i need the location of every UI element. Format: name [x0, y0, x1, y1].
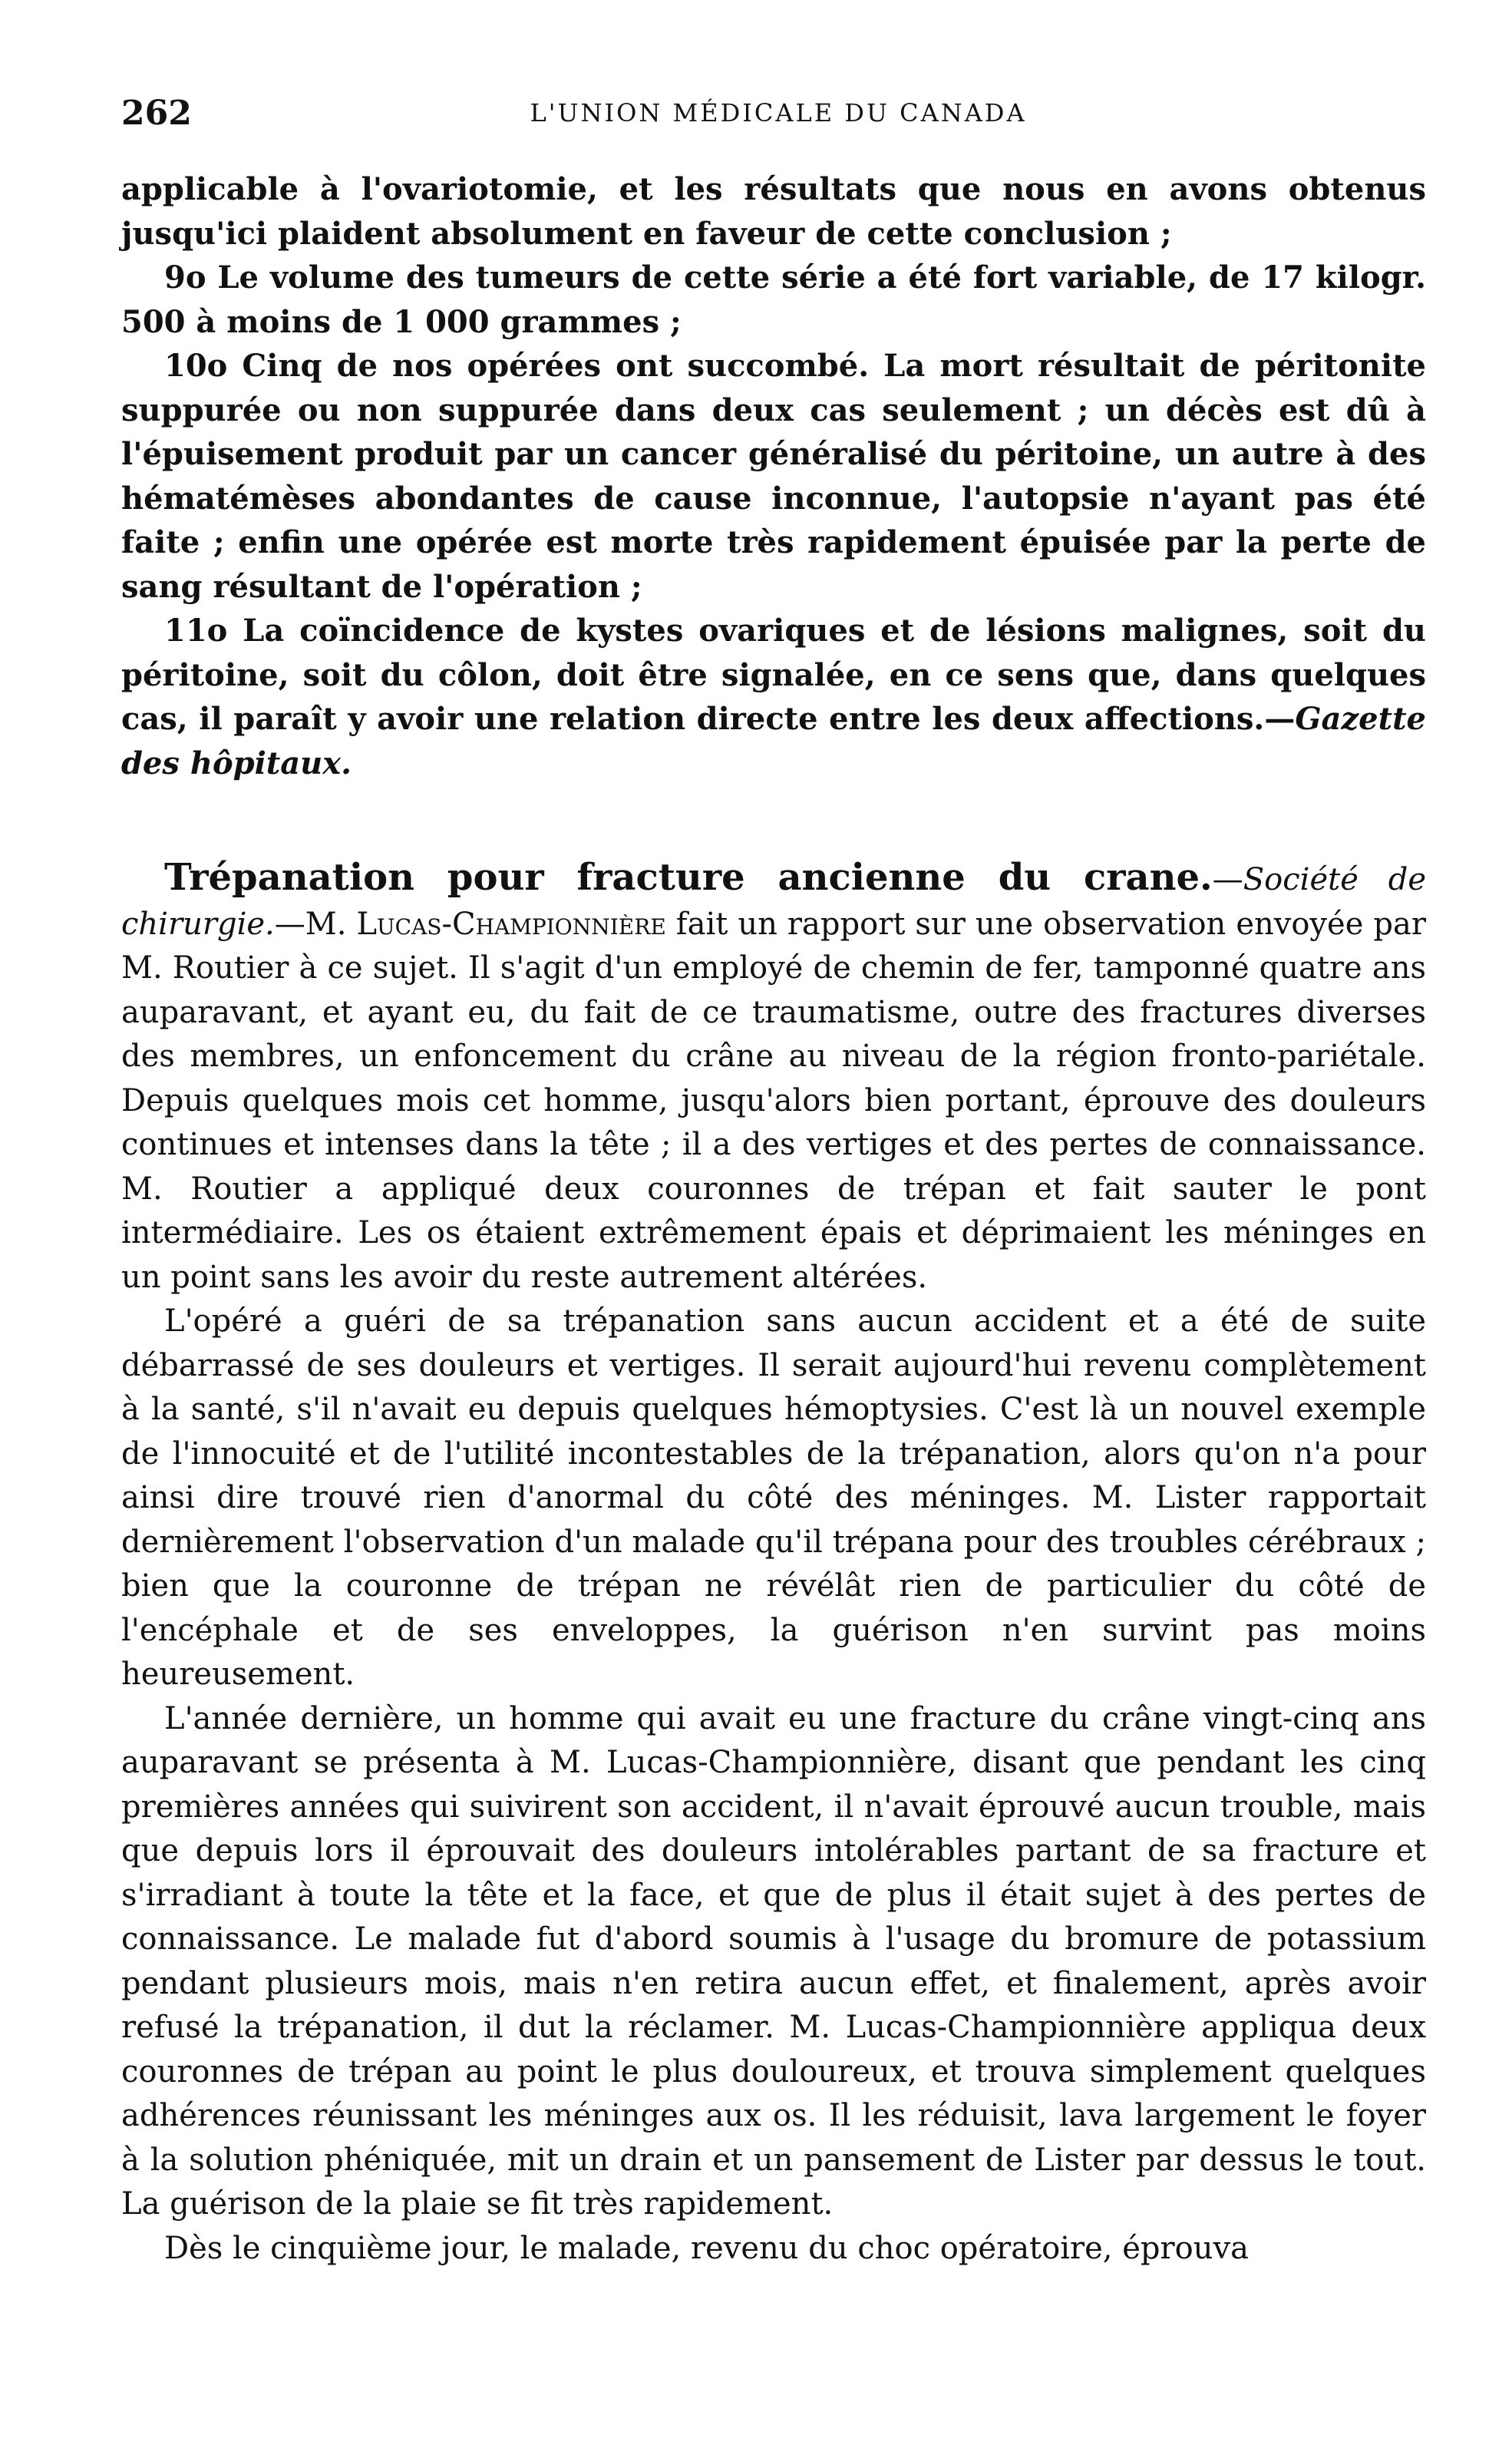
- article-paragraph-3: L'année dernière, un homme qui avait eu une fracture du crâne vingt-cinq ans auparavant se présenta à M. Lucas-Championnière, disant que pendant les cinq premières années qui suivirent son accident, il n'avait éprouvé aucun trouble, mais que depuis lors il éprouvait des douleurs intolérables partant de sa fracture et s'irradiant à toute la tête et la face, et que de plus il était sujet à des pertes de connaissance. Le malade fut d'abord soumis à l'usage du bromure de potassium pendant plusieurs mois, mais n'en retira aucun effet, et finalement, après avoir refusé la trépanation, il dut la réclamer. M. Lucas-Championnière appliqua deux couronnes de trépan au point le plus douloureux, et trouva simplement quelques adhérences réunissant les méninges aux os. Il les réduisit, lava largement le foyer à la solution phéniquée, mit un drain et un pansement de Lister par dessus le tout. La guérison de la plaie se fit très rapidement.: [121, 1700, 1426, 2222]
- item-11: [121, 609, 1426, 785]
- page-body: [121, 167, 1426, 2271]
- article-paragraph-4: Dès le cinquième jour, le malade, revenu du choc opératoire, éprouva: [164, 2230, 1249, 2266]
- title-dash: —: [1212, 862, 1243, 897]
- page-number: 262: [121, 94, 192, 133]
- ovariotomy-conclusions: [121, 167, 1426, 785]
- source-citation: Gazette des hôpitaux.: [121, 701, 1426, 781]
- author-prefix: —M.: [274, 906, 357, 942]
- item-11-text: 11o La coïncidence de kystes ovariques et de lésions malignes, soit du péritoine, soit du côlon, doit être signalée, en ce sens que, dans quelques cas, il paraît y avoir une relation directe entre les deux affections.—: [121, 613, 1426, 737]
- item-10: 10o Cinq de nos opérées ont succombé. La mort résultait de péritonite suppurée ou non suppurée dans deux cas seulement ; un décès est dû à l'épuisement produit par un cancer généralisé du péritoine, un autre à des hématémèses abondantes de cause inconnue, l'autopsie n'ayant pas été faite ; enfin une opérée est morte très rapidement épuisée par la perte de sang résultant de l'opération ;: [121, 348, 1426, 605]
- article-first-paragraph: [121, 856, 1426, 1300]
- page-header: [121, 94, 1435, 140]
- item-9: 9o Le volume des tumeurs de cette série a été fort variable, de 17 kilogr. 500 à moins de 1 000 grammes ;: [121, 259, 1426, 340]
- article-title: Trépanation pour fracture ancienne du crane.: [164, 856, 1213, 899]
- running-title: L'UNION MÉDICALE DU CANADA: [530, 98, 1027, 127]
- article-paragraph-2: L'opéré a guéri de sa trépanation sans aucun accident et a été de suite débarrassé de ses douleurs et vertiges. Il serait aujourd'hui revenu complètement à la santé, s'il n'avait eu depuis quelques hémoptysies. C'est là un nouvel exemple de l'innocuité et de l'utilité incontestables de la trépanation, alors qu'on n'a pour ainsi dire trouvé rien d'anormal du côté des méninges. M. Lister rapportait dernièrement l'observation d'un malade qu'il trépana pour des troubles cérébraux ; bien que la couronne de trépan ne révélât rien de particulier du côté de l'encéphale et de ses enveloppes, la guérison n'en survint pas moins heureusement.: [121, 1303, 1426, 1692]
- society-name: Société de chirurgie.: [121, 862, 1426, 942]
- paragraph-1-rest: fait un rapport sur une observation envoyée par M. Routier à ce sujet. Il s'agit d'un employé de chemin de fer, tamponné quatre ans auparavant, et ayant eu, du fait de ce traumatisme, outre des fractures diverses des membres, un enfoncement du crâne au niveau de la région fronto-pariétale. Depuis quelques mois cet homme, jusqu'alors bien portant, éprouve des douleurs continues et intenses dans la tête ; il a des vertiges et des pertes de connaissance. M. Routier a appliqué deux couronnes de trépan et fait sauter le pont intermédiaire. Les os étaient extrêmement épais et déprimaient les méninges en un point sans les avoir du reste autrement altérées.: [121, 906, 1426, 1295]
- author-name: Lucas-Championnière: [356, 906, 666, 942]
- section-divider: [121, 785, 1426, 856]
- paragraph-continuation: applicable à l'ovariotomie, et les résultats que nous en avons obtenus jusqu'ici plaident absolument en faveur de cette conclusion ;: [121, 171, 1426, 252]
